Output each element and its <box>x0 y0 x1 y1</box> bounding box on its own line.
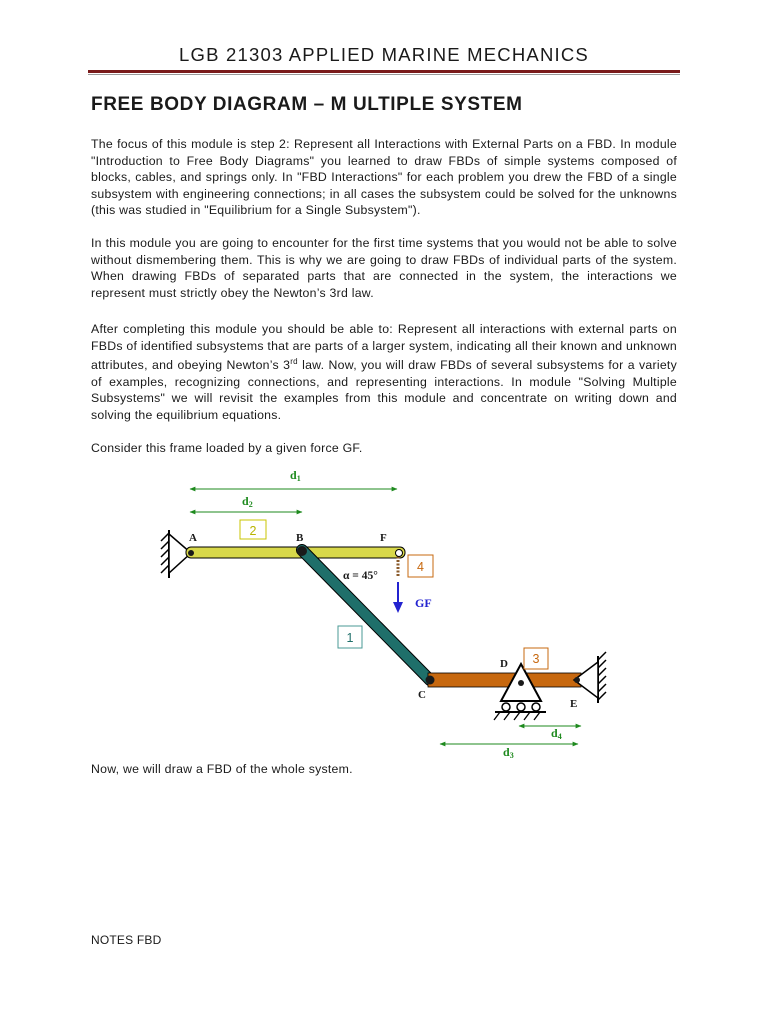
joint-e <box>574 677 580 683</box>
paragraph-intro: The focus of this module is step 2: Represent all Interactions with External Parts on a FBD. In module "Introduction to Free Body Diagrams" you learned to draw FBDs of simple systems composed of blocks, cables, and springs only. In "FBD Interactions" for each problem you drew the FBD of a single subsystem with engineering connections; in all cases the subsystem could be solved for the unknowns (this was studied in "Equilibrium for a Single Subsystem"). <box>91 137 677 217</box>
paragraph-objectives <box>91 321 677 423</box>
label-d3: d3 <box>503 745 514 760</box>
joint-b <box>297 546 307 556</box>
label-d4: d4 <box>551 726 562 741</box>
label-d1: d1 <box>290 468 301 483</box>
member-number-2: 2 <box>249 524 257 538</box>
member-number-3: 3 <box>532 652 540 666</box>
label-point-d: D <box>500 658 508 670</box>
member-label-4 <box>408 555 433 577</box>
joint-a <box>188 550 194 556</box>
member-2-bar <box>186 547 405 558</box>
force-gf-arrow <box>393 582 403 613</box>
member-label-3 <box>524 648 548 669</box>
label-point-a: A <box>189 532 197 544</box>
member-label-1 <box>338 626 362 648</box>
paragraph-module: In this module you are going to encounter for the first time systems that you would not be able to solve without dismembering them. This is why we are going to draw FBDs of individual parts of the system. When drawing FBDs of separated parts that are connected in the system, the interactions we represent must strictly obey the Newton’s 3rd law. <box>91 236 677 300</box>
objectives-text-a: After completing this module you should be able to: Represent all interactions with external parts on FBDs of identified subsystems that are parts of a larger system, indicating all their known and unknown attributes, and obeying Newton’s 3 <box>91 322 677 373</box>
label-force: GF <box>415 596 432 610</box>
paragraph-next-step: Now, we will draw a FBD of the whole system. <box>91 762 353 776</box>
page-title: FREE BODY DIAGRAM – M ULTIPLE SYSTEM <box>91 94 523 115</box>
header-rule-thin <box>88 74 680 75</box>
label-d2: d2 <box>242 494 253 509</box>
header-rule <box>88 70 680 73</box>
member-number-1: 1 <box>346 631 354 645</box>
paragraph-consider: Consider this frame loaded by a given force GF. <box>91 441 363 455</box>
label-angle: α = 45° <box>343 570 378 582</box>
member-number-4: 4 <box>417 560 424 574</box>
frame-diagram <box>150 462 630 772</box>
objectives-superscript: rd <box>290 357 298 366</box>
pin-support-e <box>574 652 606 703</box>
dimension-d3 <box>440 744 578 760</box>
footer-notes: NOTES FBD <box>91 933 162 947</box>
joint-c <box>426 676 435 685</box>
course-header: LGB 21303 APPLIED MARINE MECHANICS <box>179 44 589 65</box>
label-point-f: F <box>380 532 387 544</box>
label-point-c: C <box>418 689 426 701</box>
dimension-d4 <box>519 726 581 741</box>
label-point-b: B <box>296 532 304 544</box>
label-point-e: E <box>570 698 578 710</box>
objectives-text-b: law. Now, you will draw FBDs of several subsystems for a variety of examples, recognizing connections, and representing interactions. In module "Solving Multiple Subsystems" we will revisit the examples from this module and concentrate on writing down and solving the equilibrium equations. <box>91 358 677 422</box>
member-label-2 <box>240 520 266 539</box>
member-3-bar <box>428 673 581 687</box>
joint-d <box>518 680 524 686</box>
roller-support-d <box>494 664 546 720</box>
joint-f <box>396 550 403 557</box>
dimension-d1 <box>190 468 397 489</box>
dimension-d2 <box>190 494 302 512</box>
